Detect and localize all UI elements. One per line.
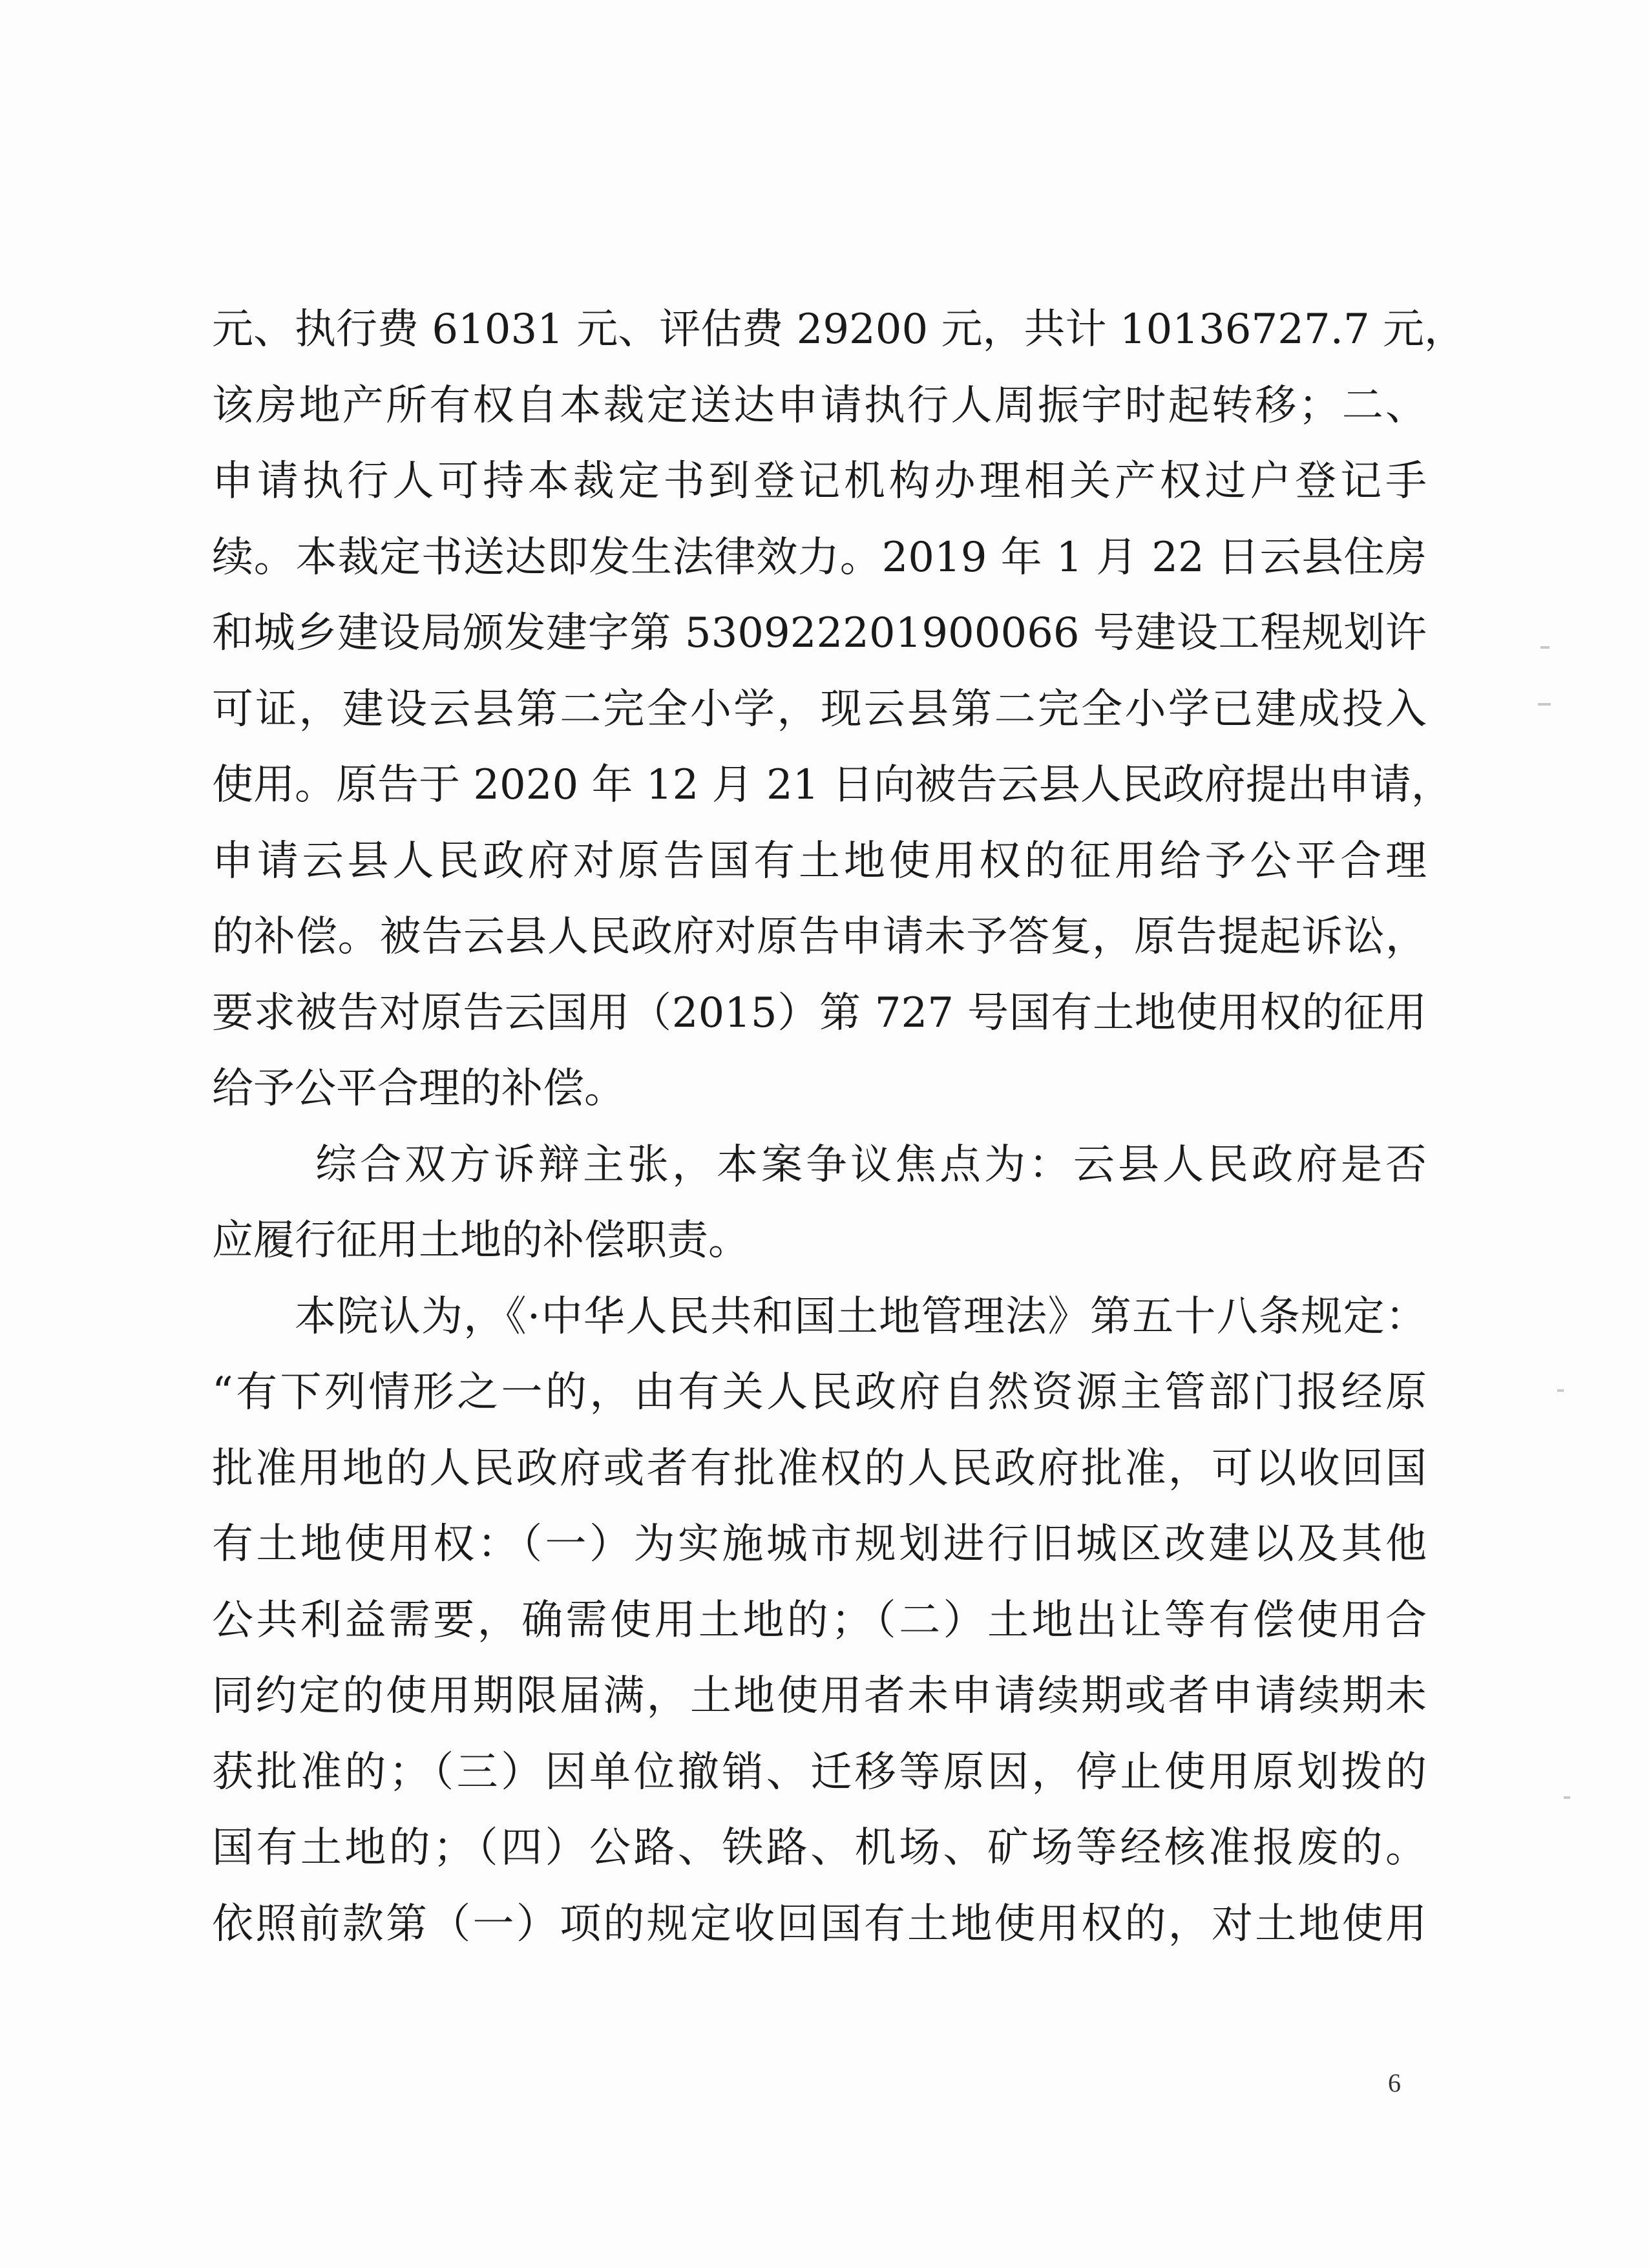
text-line: 本院认为，《·中华人民共和国土地管理法》第五十八条规定： xyxy=(295,1292,1427,1341)
text-line: 申请执行人可持本裁定书到登记机构办理相关产权过户登记手 xyxy=(212,457,1427,505)
text-line: 申请云县人民政府对原告国有土地使用权的征用给予公平合理 xyxy=(212,837,1427,885)
text-line: 给予公平合理的补偿。 xyxy=(212,1065,625,1113)
text-line: 该房地产所有权自本裁定送达申请执行人周振宇时起转移；二、 xyxy=(212,381,1427,430)
text-line: 的补偿。被告云县人民政府对原告申请未予答复，原告提起诉讼， xyxy=(212,913,1427,961)
text-line: 可证，建设云县第二完全小学，现云县第二完全小学已建成投入 xyxy=(212,685,1427,733)
page-number: 6 xyxy=(1388,2068,1401,2097)
scan-speck xyxy=(1557,1389,1564,1392)
scan-speck xyxy=(1540,646,1549,649)
text-line: 综合双方诉辩主张，本案争议焦点为：云县人民政府是否 xyxy=(315,1140,1427,1189)
text-line: 公共利益需要，确需使用土地的；（二）土地出让等有偿使用合 xyxy=(212,1596,1427,1644)
text-line: 获批准的；（三）因单位撤销、迁移等原因，停止使用原划拨的 xyxy=(212,1748,1427,1796)
text-line: 要求被告对原告云国用（2015）第 727 号国有土地使用权的征用 xyxy=(212,989,1427,1037)
text-line: 使用。原告于 2020 年 12 月 21 日向被告云县人民政府提出申请， xyxy=(212,761,1453,809)
text-line: 同约定的使用期限届满，土地使用者未申请续期或者申请续期未 xyxy=(212,1672,1427,1720)
text-line: 批准用地的人民政府或者有批准权的人民政府批准，可以收回国 xyxy=(212,1444,1427,1493)
scan-speck xyxy=(1564,1796,1570,1799)
text-line: 应履行征用土地的补偿职责。 xyxy=(212,1217,750,1265)
text-line: 依照前款第（一）项的规定收回国有土地使用权的，对土地使用 xyxy=(212,1900,1427,1948)
text-line: 有土地使用权：（一）为实施城市规划进行旧城区改建以及其他 xyxy=(212,1520,1427,1568)
scan-speck xyxy=(1538,703,1551,706)
text-line: 元、执行费 61031 元、评估费 29200 元，共计 10136727.7 元， xyxy=(212,306,1466,353)
text-line: 和城乡建设局颁发建字第 530922201900066 号建设工程规划许 xyxy=(212,609,1427,657)
text-line: “有下列情形之一的，由有关人民政府自然资源主管部门报经原 xyxy=(212,1369,1427,1416)
text-line: 续。本裁定书送达即发生法律效力。2019 年 1 月 22 日云县住房 xyxy=(212,533,1427,582)
text-line: 国有土地的；（四）公路、铁路、机场、矿场等经核准报废的。 xyxy=(212,1824,1427,1872)
document-body xyxy=(212,292,1466,1962)
